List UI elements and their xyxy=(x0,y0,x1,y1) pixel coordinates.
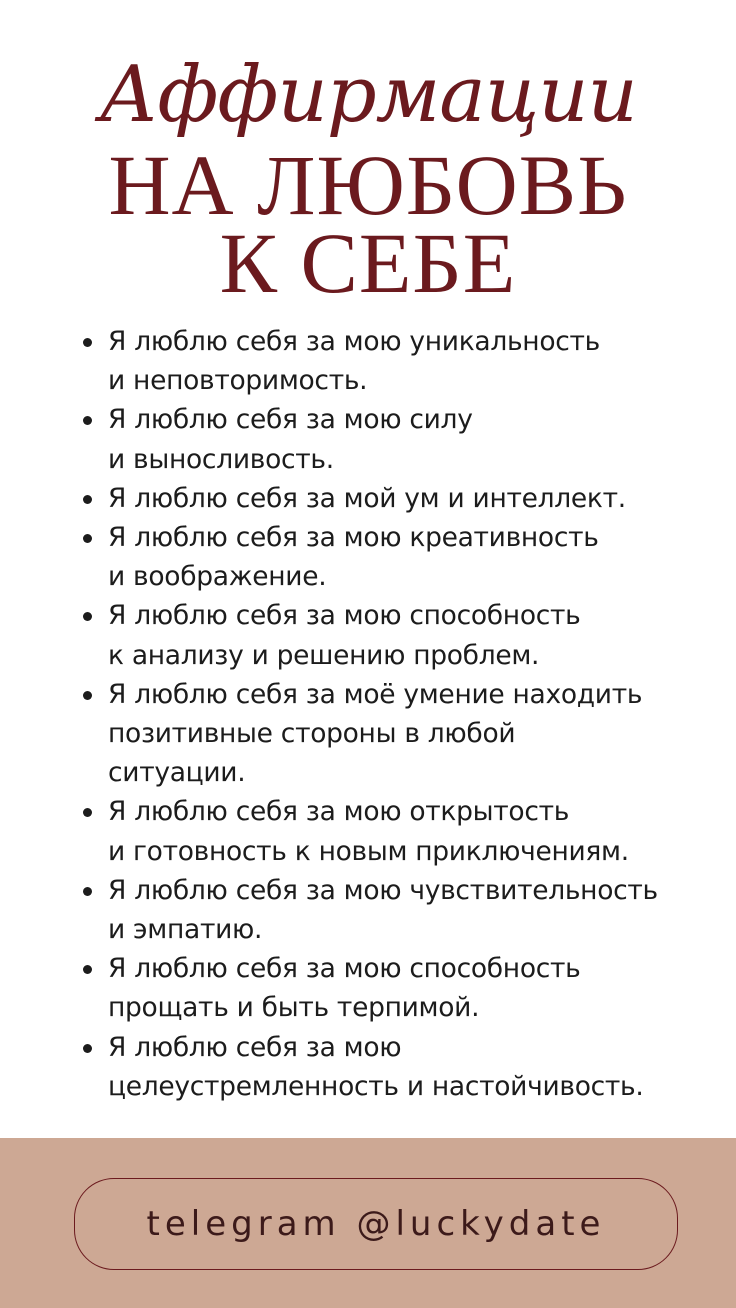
affirmation-text: Я люблю себя за мою способность xyxy=(108,953,581,985)
affirmation-text: позитивные стороны в любой xyxy=(108,718,516,750)
affirmation-item xyxy=(78,1028,698,1106)
affirmation-text: и эмпатию. xyxy=(108,914,263,946)
affirmation-item xyxy=(78,479,698,518)
affirmation-text: прощать и быть терпимой. xyxy=(108,992,480,1024)
page-title-script: Аффирмации xyxy=(99,50,637,140)
bullet-dot xyxy=(83,887,92,896)
bullet-dot xyxy=(83,1044,92,1053)
affirmation-text: Я люблю себя за моё умение находить xyxy=(108,678,643,710)
bullet-dot xyxy=(83,808,92,817)
affirmation-text: целеустремленность и настойчивость. xyxy=(108,1070,644,1102)
page-title-line-2: К СЕБЕ xyxy=(219,215,517,311)
affirmation-text: Я люблю себя за мою силу xyxy=(108,404,473,436)
affirmation-item xyxy=(78,518,698,596)
affirmation-text: Я люблю себя за мою креативность xyxy=(108,522,599,554)
bullet-dot xyxy=(83,495,92,504)
bullet-dot xyxy=(83,965,92,974)
affirmation-item xyxy=(78,792,698,870)
bullet-dot xyxy=(83,612,92,621)
affirmation-text: ситуации. xyxy=(108,757,246,789)
affirmation-text: Я люблю себя за мою чувствительность xyxy=(108,874,658,906)
affirmation-text: Я люблю себя за мой ум и интеллект. xyxy=(108,482,626,514)
affirmation-item xyxy=(78,949,698,1027)
affirmation-item xyxy=(78,675,698,793)
bullet-dot xyxy=(83,416,92,425)
affirmation-text: и воображение. xyxy=(108,561,327,593)
affirmation-text: Я люблю себя за мою открытость xyxy=(108,796,570,828)
affirmation-text: и неповторимость. xyxy=(108,365,368,397)
telegram-link-button[interactable]: telegram @luckydate xyxy=(74,1178,678,1270)
affirmation-text: Я люблю себя за мою уникальность xyxy=(108,326,600,357)
bullet-dot xyxy=(83,691,92,700)
affirmation-text: и готовность к новым приключениям. xyxy=(108,835,629,867)
affirmation-item xyxy=(78,596,698,674)
affirmation-list xyxy=(78,322,698,1106)
affirmation-item xyxy=(78,871,698,949)
page-title-line-1: НА ЛЮБОВЬ xyxy=(108,137,628,233)
affirmation-item xyxy=(78,322,698,400)
affirmation-text: Я люблю себя за мою способность xyxy=(108,600,581,632)
affirmation-text: и выносливость. xyxy=(108,443,334,475)
affirmation-text: Я люблю себя за мою xyxy=(108,1031,402,1063)
affirmation-item xyxy=(78,400,698,478)
bullet-dot xyxy=(83,338,92,347)
affirmation-text: к анализу и решению проблем. xyxy=(108,639,540,671)
bullet-dot xyxy=(83,534,92,543)
